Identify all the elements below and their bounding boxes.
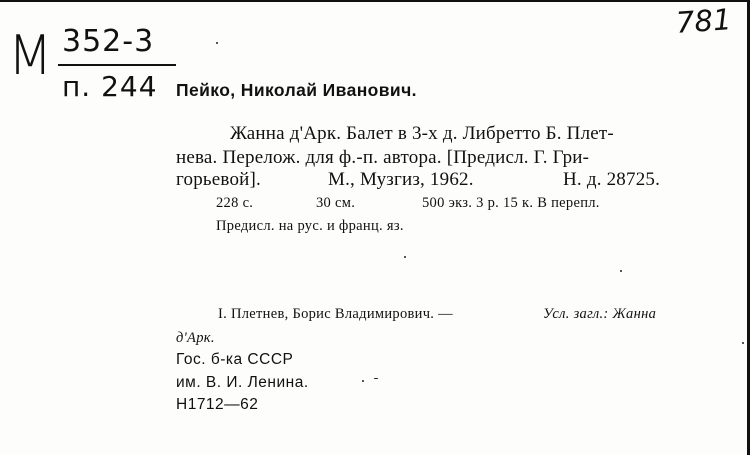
library-card-number: Н1712—62 [176, 396, 259, 413]
description-line-1: Жанна д'Арк. Балет в 3-х д. Либретто Б. Плет- [230, 123, 614, 144]
collation-size: 30 см. [316, 195, 356, 211]
tracing-line-1a: I. Плетнев, Борис Владимирович. — [218, 306, 453, 322]
plate-number: Н. д. 28725. [563, 169, 661, 190]
library-name: Гос. б-ка СССР [176, 351, 294, 368]
description-line-2: нева. Перелож. для ф.-п. автора. [Предисл. Г. Гри- [176, 147, 590, 168]
shelfmark-bottom: п. 244 [62, 70, 158, 103]
language-note: Предисл. на рус. и франц. яз. [216, 218, 404, 234]
description-line-3a: горьевой]. [176, 169, 262, 190]
inventory-number: 781 [674, 2, 733, 40]
imprint: М., Музгиз, 1962. [328, 169, 474, 190]
tracing-line-2: д'Арк. [176, 330, 215, 346]
library-dedication: им. В. И. Ленина. [176, 374, 309, 391]
author-heading: Пейко, Николай Иванович. [176, 80, 417, 100]
scan-speck [216, 42, 218, 44]
collation-pages: 228 с. [216, 195, 254, 211]
scan-speck [374, 378, 378, 379]
shelfmark-top: 352-3 [62, 24, 155, 59]
scan-speck [362, 380, 364, 382]
scan-speck [742, 342, 744, 344]
scan-speck [620, 270, 622, 272]
shelfmark-rule [58, 64, 176, 66]
collation-print-run: 500 экз. 3 р. 15 к. В перепл. [422, 195, 600, 211]
shelfmark-letter: M [8, 24, 53, 87]
tracing-uniform-title: Усл. загл.: Жанна [543, 306, 657, 322]
scan-speck [404, 256, 406, 258]
